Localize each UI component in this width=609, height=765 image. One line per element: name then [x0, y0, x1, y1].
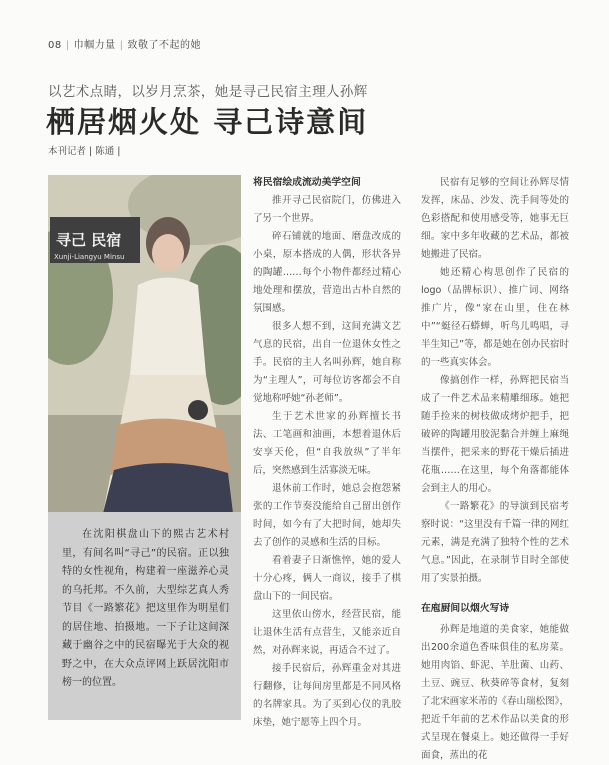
- section-name: 巾帼力量: [73, 40, 116, 51]
- section-heading-2: 在庖厨间以烟火写诗: [421, 603, 510, 614]
- article-subtitle: 以艺术点睛，以岁月烹茶，她是寻己民宿主理人孙辉: [48, 84, 368, 100]
- paragraph: 孙辉是地道的美食家，她能做出200余道色香味俱佳的私房菜。她用肉馅、虾泥、羊肚菌、山药、土豆、豌豆、秋葵碎等食材，复刻了北宋画家米芾的《春山瑞松图》，把近千年前的艺术作品以美食的形式呈现在餐桌上。她还做得一手好面食，蒸出的花: [421, 624, 569, 761]
- paragraph: 生于艺术世家的孙辉擅长书法、工笔画和油画，本想着退休后安享天伦，但“自我放纵”了半年后，突然感到生活寡淡无味。: [253, 411, 401, 476]
- paragraph: 这里依山傍水，经营民宿，能让退休生活有点营生，又能亲近自然，对孙辉来说，再适合不过了。: [253, 609, 401, 656]
- caption-text: 在沈阳棋盘山下的熙古艺术村里，有间名叫“寻己”的民宿。正以独特的女性视角，构建着一座滋养心灵的乌托邦。不久前，大型综艺真人秀节目《一路繁花》把这里作为明星们的居住地、拍摄地。一下子让这间深藏于幽谷之中的民宿曝光于大众的视野之中，在大众点评网上跃居沈阳市榜一的位置。: [62, 529, 229, 688]
- paragraph: 民宿有足够的空间让孙辉尽情发挥，床品、沙发、洗手间等处的色彩搭配和使用感受等，她事无巨细。家中多年收藏的艺术品，都被她搬进了民宿。: [421, 177, 569, 260]
- paragraph: 退休前工作时，她总会抱怨紧张的工作节奏没能给自己留出创作时间，如今有了大把时间，她却失去了创作的灵感和生活的目标。: [253, 483, 401, 548]
- photo-caption-box: [48, 512, 241, 720]
- article-title: 栖居烟火处 寻己诗意间: [46, 105, 369, 139]
- portrait-illustration: [48, 175, 241, 513]
- paragraph: 接手民宿后，孙辉重金对其进行翻修，让每间房里都是不同风格的名牌家具。为了买到心仪的乳胶床垫，她宁愿等上四个月。: [253, 663, 401, 728]
- paragraph: 她还精心构思创作了民宿的logo（品牌标识）、推广词、网络推广片，像“家在山里，住在林中”“蜓径石蟒蝉，听鸟儿鸣唱，寻半生知己”等，都是她在创办民宿时的一些真实体会。: [421, 267, 569, 368]
- column-1: [253, 174, 401, 732]
- column-name: 致敬了不起的她: [127, 40, 201, 51]
- portrait-photo: [48, 175, 241, 513]
- paragraph: 《一路繁花》的导演到民宿考察时说：“这里没有千篇一律的网红元素，满是充满了独特个性的艺术气息。”因此，在录制节目时全部使用了实景拍摄。: [421, 501, 569, 584]
- paragraph: 看着妻子日渐憔悴，她的爱人十分心疼，俩人一商议，接手了棋盘山下的一间民宿。: [253, 555, 401, 602]
- byline: 本刊记者 | 陈通 |: [48, 146, 121, 157]
- paragraph: 推开寻己民宿院门，仿佛进入了另一个世界。: [253, 195, 401, 224]
- paragraph: 像搞创作一样，孙辉把民宿当成了一件艺术品来精雕细琢。她把随手捡来的树枝做成烤炉把手，把破碎的陶罐用胶泥黏合并缠上麻绳当摆件，把采来的野花干燥后插进花瓶……在这里，每个角落都能体会到主人的用心。: [421, 375, 569, 494]
- paragraph: 碎石铺就的地面、磨盘改成的小桌，原本搭成的人偶，形状各异的陶罐……每个小物件都经过精心地处理和摆放，营造出古朴自然的氛围感。: [253, 231, 401, 314]
- paragraph: 很多人想不到，这间充满文艺气息的民宿，出自一位退休女性之手。民宿的主人名叫孙辉，她自称为“主理人”，可每位访客都会不自觉地称呼她“孙老师”。: [253, 321, 401, 404]
- sign-text-main: 寻己 民宿: [56, 231, 122, 249]
- page-number: 08: [48, 40, 62, 51]
- column-2: [421, 174, 569, 765]
- section-heading-1: 将民宿绘成流动美学空间: [253, 177, 361, 188]
- running-header: 08 | 巾帼力量 | 致敬了不起的她: [48, 40, 201, 51]
- sign-text-sub: Xunji-Liangyu Minsu: [54, 253, 125, 261]
